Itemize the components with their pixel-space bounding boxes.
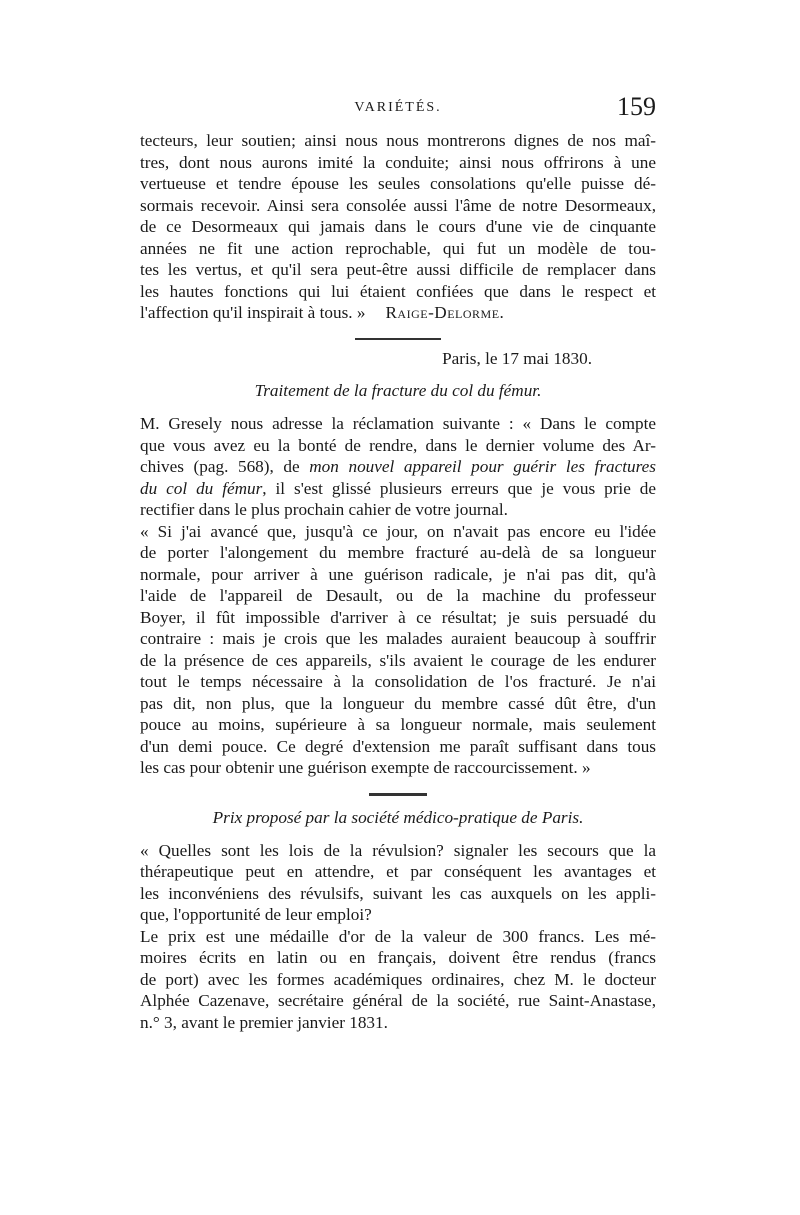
text-line: de port) avec les formes académiques ordinaires, chez M. le docteur — [140, 969, 656, 989]
text-line: d'un demi pouce. Ce degré d'extension me paraît suffisant dans tous — [140, 736, 656, 756]
section-title: Traitement de la fracture du col du fémur. — [254, 381, 542, 400]
text-line: vertueuse et tendre épouse les seules consolations qu'elle puisse dé- — [140, 174, 656, 193]
text-line: contraire : mais je crois que les malades auraient beaucoup à souffrir — [140, 629, 656, 648]
question-paragraph — [140, 840, 656, 926]
text-line: moires écrits en latin ou en français, doivent être rendus (francs — [140, 948, 656, 967]
text-line: années ne fit une action reprochable, qui fut un modèle de tou- — [140, 238, 656, 258]
prize-paragraph — [140, 926, 656, 1034]
text-line: thérapeutique peut en attendre, et par conséquent les avantages et — [140, 862, 656, 881]
text-line: de porter l'alongement du membre fracturé au-delà de sa longueur — [140, 543, 656, 562]
eulogy-paragraph — [140, 130, 656, 324]
text-segment: , il s'est glissé plusieurs erreurs que je vous prie de — [262, 478, 656, 498]
text-line: de la présence de ces appareils, s'ils avaient le courage de les endurer — [140, 650, 656, 670]
italic-segment: du col du fémur — [140, 478, 263, 498]
text-line: « Quelles sont les lois de la révulsion? signaler les secours que la — [140, 840, 656, 860]
claim-paragraph — [140, 413, 656, 521]
text-line: « Si j'ai avancé que, jusqu'à ce jour, on n'avait pas encore eu l'idée — [140, 521, 656, 541]
text-line: les hautes fonctions qui lui étaient confiées que dans le respect et — [140, 281, 656, 301]
text-line — [140, 478, 656, 500]
text-line: tres, dont nous aurons imité la conduite; ainsi nous offrirons à une — [140, 152, 656, 172]
text-line: tout le temps nécessaire à la consolidation de l'os fracturé. Je n'ai — [140, 672, 656, 691]
section-divider — [369, 793, 427, 796]
text-line: M. Gresely nous adresse la réclamation suivante : « Dans le compte — [140, 414, 656, 433]
italic-segment: mon nouvel appareil pour guérir les fractures — [309, 457, 656, 476]
section-title: Prix proposé par la société médico-pratique de Paris. — [212, 807, 584, 827]
section-divider — [355, 338, 441, 340]
closing-text: l'affection qu'il inspirait à tous. » — [140, 303, 366, 322]
text-line: pas dit, non plus, que la longueur du membre cassé dût être, d'un — [140, 693, 656, 713]
text-line: les cas pour obtenir une guérison exempte de raccourcissement. » — [140, 758, 591, 777]
text-line: normale, pour arriver à une guérison radicale, je n'ai pas dit, qu'à — [140, 564, 656, 584]
running-head: VARIÉTÉS. — [354, 100, 442, 115]
text-line: que, l'opportunité de leur emploi? — [140, 905, 372, 924]
text-line: Le prix est une médaille d'or de la valeur de 300 francs. Les mé- — [140, 926, 656, 946]
text-line: que vous avez eu la bonté de rendre, dans le dernier volume des Ar- — [140, 435, 656, 455]
text-line: l'aide de l'appareil de Desault, ou de la machine du professeur — [140, 586, 656, 605]
text-line: tes les vertus, et qu'il sera peut-être aussi difficile de remplacer dans — [140, 260, 656, 279]
page-number: 159 — [617, 92, 656, 121]
page-header — [140, 92, 656, 126]
text-line — [140, 456, 656, 478]
text-line: n.° 3, avant le premier janvier 1831. — [140, 1012, 388, 1032]
text-line: pouce au moins, supérieure à sa longueur normale, mais seulement — [140, 715, 656, 734]
text-line: de ce Desormeaux qui jamais dans le cours d'une vie de cinquante — [140, 217, 656, 236]
text-line — [140, 302, 656, 324]
body-text — [140, 130, 656, 1033]
text-line: tecteurs, leur soutien; ainsi nous nous montrerons dignes de nos maî- — [140, 131, 656, 150]
text-line: rectifier dans le plus prochain cahier de votre journal. — [140, 500, 508, 519]
text-line: Boyer, il fût impossible d'arriver à ce résultat; je suis persuadé du — [140, 607, 656, 627]
text-segment: chives (pag. 568), de — [140, 457, 310, 476]
text-line: sormais recevoir. Ainsi sera consolée aussi l'âme de notre Desormeaux, — [140, 195, 656, 215]
author-signature: Raige-Delorme. — [385, 303, 505, 322]
text-line: les inconvéniens des révulsifs, suivant les cas auxquels on les appli- — [140, 883, 656, 903]
text-line: Alphée Cazenave, secrétaire général de la société, rue Saint-Anastase, — [140, 991, 656, 1010]
letter-paragraph — [140, 521, 656, 779]
dateline: Paris, le 17 mai 1830. — [442, 348, 592, 368]
